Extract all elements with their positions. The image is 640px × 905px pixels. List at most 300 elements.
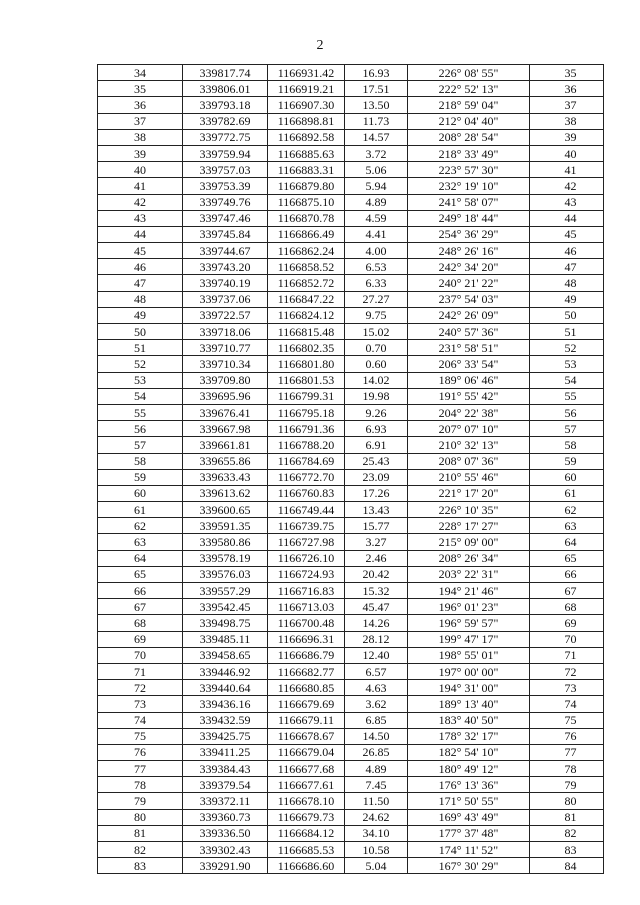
table-row bbox=[98, 421, 604, 437]
bearing-cell: 215° 09' 00" bbox=[408, 534, 530, 550]
y-coordinate-cell: 1166919.21 bbox=[268, 81, 345, 97]
bearing-cell: 226° 10' 35" bbox=[408, 502, 530, 518]
point-number-cell: 67 bbox=[98, 599, 183, 615]
next-point-cell: 78 bbox=[530, 761, 604, 777]
x-coordinate-cell: 339542.45 bbox=[183, 599, 268, 615]
bearing-cell: 208° 07' 36" bbox=[408, 453, 530, 469]
next-point-cell: 68 bbox=[530, 599, 604, 615]
x-coordinate-cell: 339440.64 bbox=[183, 680, 268, 696]
distance-cell: 12.40 bbox=[345, 647, 408, 663]
point-number-cell: 50 bbox=[98, 324, 183, 340]
distance-cell: 20.42 bbox=[345, 566, 408, 582]
bearing-cell: 240° 57' 36" bbox=[408, 324, 530, 340]
point-number-cell: 38 bbox=[98, 129, 183, 145]
x-coordinate-cell: 339661.81 bbox=[183, 437, 268, 453]
distance-cell: 15.32 bbox=[345, 583, 408, 599]
next-point-cell: 51 bbox=[530, 324, 604, 340]
point-number-cell: 65 bbox=[98, 566, 183, 582]
x-coordinate-cell: 339436.16 bbox=[183, 696, 268, 712]
point-number-cell: 66 bbox=[98, 583, 183, 599]
next-point-cell: 50 bbox=[530, 307, 604, 323]
bearing-cell: 199° 47' 17" bbox=[408, 631, 530, 647]
bearing-cell: 218° 33' 49" bbox=[408, 145, 530, 161]
x-coordinate-cell: 339372.11 bbox=[183, 793, 268, 809]
y-coordinate-cell: 1166696.31 bbox=[268, 631, 345, 647]
x-coordinate-cell: 339576.03 bbox=[183, 566, 268, 582]
distance-cell: 16.93 bbox=[345, 65, 408, 81]
point-number-cell: 69 bbox=[98, 631, 183, 647]
next-point-cell: 58 bbox=[530, 437, 604, 453]
x-coordinate-cell: 339591.35 bbox=[183, 518, 268, 534]
bearing-cell: 210° 55' 46" bbox=[408, 469, 530, 485]
y-coordinate-cell: 1166685.53 bbox=[268, 842, 345, 858]
y-coordinate-cell: 1166677.68 bbox=[268, 761, 345, 777]
table-row bbox=[98, 226, 604, 242]
table-row bbox=[98, 437, 604, 453]
point-number-cell: 56 bbox=[98, 421, 183, 437]
next-point-cell: 70 bbox=[530, 631, 604, 647]
y-coordinate-cell: 1166700.48 bbox=[268, 615, 345, 631]
table-row bbox=[98, 162, 604, 178]
distance-cell: 5.04 bbox=[345, 858, 408, 874]
y-coordinate-cell: 1166795.18 bbox=[268, 404, 345, 420]
x-coordinate-cell: 339782.69 bbox=[183, 113, 268, 129]
bearing-cell: 226° 08' 55" bbox=[408, 65, 530, 81]
bearing-cell: 194° 31' 00" bbox=[408, 680, 530, 696]
table-row bbox=[98, 744, 604, 760]
point-number-cell: 45 bbox=[98, 243, 183, 259]
next-point-cell: 60 bbox=[530, 469, 604, 485]
table-row bbox=[98, 81, 604, 97]
y-coordinate-cell: 1166866.49 bbox=[268, 226, 345, 242]
next-point-cell: 63 bbox=[530, 518, 604, 534]
next-point-cell: 39 bbox=[530, 129, 604, 145]
distance-cell: 9.75 bbox=[345, 307, 408, 323]
point-number-cell: 44 bbox=[98, 226, 183, 242]
table-row bbox=[98, 275, 604, 291]
bearing-cell: 212° 04' 40" bbox=[408, 113, 530, 129]
point-number-cell: 52 bbox=[98, 356, 183, 372]
point-number-cell: 53 bbox=[98, 372, 183, 388]
table-row bbox=[98, 825, 604, 841]
y-coordinate-cell: 1166791.36 bbox=[268, 421, 345, 437]
y-coordinate-cell: 1166772.70 bbox=[268, 469, 345, 485]
point-number-cell: 77 bbox=[98, 761, 183, 777]
y-coordinate-cell: 1166749.44 bbox=[268, 502, 345, 518]
table-row bbox=[98, 404, 604, 420]
bearing-cell: 207° 07' 10" bbox=[408, 421, 530, 437]
point-number-cell: 68 bbox=[98, 615, 183, 631]
distance-cell: 14.26 bbox=[345, 615, 408, 631]
point-number-cell: 60 bbox=[98, 485, 183, 501]
point-number-cell: 73 bbox=[98, 696, 183, 712]
y-coordinate-cell: 1166879.80 bbox=[268, 178, 345, 194]
point-number-cell: 54 bbox=[98, 388, 183, 404]
table-row bbox=[98, 728, 604, 744]
next-point-cell: 46 bbox=[530, 243, 604, 259]
bearing-cell: 183° 40' 50" bbox=[408, 712, 530, 728]
y-coordinate-cell: 1166784.69 bbox=[268, 453, 345, 469]
x-coordinate-cell: 339709.80 bbox=[183, 372, 268, 388]
point-number-cell: 58 bbox=[98, 453, 183, 469]
point-number-cell: 51 bbox=[98, 340, 183, 356]
y-coordinate-cell: 1166679.11 bbox=[268, 712, 345, 728]
table-row bbox=[98, 65, 604, 81]
distance-cell: 13.50 bbox=[345, 97, 408, 113]
bearing-cell: 196° 01' 23" bbox=[408, 599, 530, 615]
coordinates-table-body bbox=[98, 65, 604, 874]
bearing-cell: 210° 32' 13" bbox=[408, 437, 530, 453]
bearing-cell: 228° 17' 27" bbox=[408, 518, 530, 534]
distance-cell: 19.98 bbox=[345, 388, 408, 404]
coordinates-table bbox=[97, 64, 604, 874]
distance-cell: 26.85 bbox=[345, 744, 408, 760]
distance-cell: 17.26 bbox=[345, 485, 408, 501]
point-number-cell: 71 bbox=[98, 663, 183, 679]
distance-cell: 23.09 bbox=[345, 469, 408, 485]
next-point-cell: 67 bbox=[530, 583, 604, 599]
distance-cell: 10.58 bbox=[345, 842, 408, 858]
table-row bbox=[98, 777, 604, 793]
next-point-cell: 64 bbox=[530, 534, 604, 550]
y-coordinate-cell: 1166727.98 bbox=[268, 534, 345, 550]
x-coordinate-cell: 339379.54 bbox=[183, 777, 268, 793]
table-row bbox=[98, 243, 604, 259]
x-coordinate-cell: 339578.19 bbox=[183, 550, 268, 566]
x-coordinate-cell: 339817.74 bbox=[183, 65, 268, 81]
x-coordinate-cell: 339740.19 bbox=[183, 275, 268, 291]
y-coordinate-cell: 1166885.63 bbox=[268, 145, 345, 161]
distance-cell: 4.00 bbox=[345, 243, 408, 259]
bearing-cell: 241° 58' 07" bbox=[408, 194, 530, 210]
next-point-cell: 44 bbox=[530, 210, 604, 226]
x-coordinate-cell: 339749.76 bbox=[183, 194, 268, 210]
next-point-cell: 42 bbox=[530, 178, 604, 194]
x-coordinate-cell: 339655.86 bbox=[183, 453, 268, 469]
table-row bbox=[98, 502, 604, 518]
table-row bbox=[98, 534, 604, 550]
distance-cell: 24.62 bbox=[345, 809, 408, 825]
table-row bbox=[98, 696, 604, 712]
bearing-cell: 240° 21' 22" bbox=[408, 275, 530, 291]
table-row bbox=[98, 469, 604, 485]
next-point-cell: 79 bbox=[530, 777, 604, 793]
point-number-cell: 36 bbox=[98, 97, 183, 113]
next-point-cell: 40 bbox=[530, 145, 604, 161]
distance-cell: 2.46 bbox=[345, 550, 408, 566]
distance-cell: 25.43 bbox=[345, 453, 408, 469]
bearing-cell: 204° 22' 38" bbox=[408, 404, 530, 420]
bearing-cell: 221° 17' 20" bbox=[408, 485, 530, 501]
distance-cell: 6.57 bbox=[345, 663, 408, 679]
x-coordinate-cell: 339743.20 bbox=[183, 259, 268, 275]
point-number-cell: 46 bbox=[98, 259, 183, 275]
next-point-cell: 82 bbox=[530, 825, 604, 841]
distance-cell: 13.43 bbox=[345, 502, 408, 518]
next-point-cell: 72 bbox=[530, 663, 604, 679]
x-coordinate-cell: 339432.59 bbox=[183, 712, 268, 728]
bearing-cell: 182° 54' 10" bbox=[408, 744, 530, 760]
next-point-cell: 41 bbox=[530, 162, 604, 178]
next-point-cell: 35 bbox=[530, 65, 604, 81]
x-coordinate-cell: 339485.11 bbox=[183, 631, 268, 647]
x-coordinate-cell: 339737.06 bbox=[183, 291, 268, 307]
table-row bbox=[98, 663, 604, 679]
x-coordinate-cell: 339446.92 bbox=[183, 663, 268, 679]
table-row bbox=[98, 372, 604, 388]
x-coordinate-cell: 339759.94 bbox=[183, 145, 268, 161]
y-coordinate-cell: 1166824.12 bbox=[268, 307, 345, 323]
y-coordinate-cell: 1166788.20 bbox=[268, 437, 345, 453]
table-row bbox=[98, 113, 604, 129]
y-coordinate-cell: 1166852.72 bbox=[268, 275, 345, 291]
point-number-cell: 43 bbox=[98, 210, 183, 226]
x-coordinate-cell: 339498.75 bbox=[183, 615, 268, 631]
next-point-cell: 65 bbox=[530, 550, 604, 566]
y-coordinate-cell: 1166739.75 bbox=[268, 518, 345, 534]
next-point-cell: 49 bbox=[530, 291, 604, 307]
bearing-cell: 169° 43' 49" bbox=[408, 809, 530, 825]
distance-cell: 14.02 bbox=[345, 372, 408, 388]
distance-cell: 11.50 bbox=[345, 793, 408, 809]
point-number-cell: 79 bbox=[98, 793, 183, 809]
bearing-cell: 189° 13' 40" bbox=[408, 696, 530, 712]
distance-cell: 6.93 bbox=[345, 421, 408, 437]
next-point-cell: 48 bbox=[530, 275, 604, 291]
table-row bbox=[98, 550, 604, 566]
next-point-cell: 54 bbox=[530, 372, 604, 388]
next-point-cell: 61 bbox=[530, 485, 604, 501]
y-coordinate-cell: 1166862.24 bbox=[268, 243, 345, 259]
next-point-cell: 45 bbox=[530, 226, 604, 242]
x-coordinate-cell: 339676.41 bbox=[183, 404, 268, 420]
distance-cell: 11.73 bbox=[345, 113, 408, 129]
y-coordinate-cell: 1166931.42 bbox=[268, 65, 345, 81]
point-number-cell: 72 bbox=[98, 680, 183, 696]
bearing-cell: 237° 54' 03" bbox=[408, 291, 530, 307]
point-number-cell: 39 bbox=[98, 145, 183, 161]
x-coordinate-cell: 339745.84 bbox=[183, 226, 268, 242]
x-coordinate-cell: 339384.43 bbox=[183, 761, 268, 777]
table-row bbox=[98, 518, 604, 534]
x-coordinate-cell: 339600.65 bbox=[183, 502, 268, 518]
distance-cell: 3.62 bbox=[345, 696, 408, 712]
table-row bbox=[98, 324, 604, 340]
next-point-cell: 69 bbox=[530, 615, 604, 631]
bearing-cell: 178° 32' 17" bbox=[408, 728, 530, 744]
table-row bbox=[98, 356, 604, 372]
distance-cell: 4.63 bbox=[345, 680, 408, 696]
table-row bbox=[98, 340, 604, 356]
distance-cell: 4.89 bbox=[345, 761, 408, 777]
point-number-cell: 40 bbox=[98, 162, 183, 178]
point-number-cell: 76 bbox=[98, 744, 183, 760]
distance-cell: 15.77 bbox=[345, 518, 408, 534]
y-coordinate-cell: 1166907.30 bbox=[268, 97, 345, 113]
table-row bbox=[98, 566, 604, 582]
next-point-cell: 73 bbox=[530, 680, 604, 696]
bearing-cell: 189° 06' 46" bbox=[408, 372, 530, 388]
table-row bbox=[98, 97, 604, 113]
y-coordinate-cell: 1166799.31 bbox=[268, 388, 345, 404]
next-point-cell: 53 bbox=[530, 356, 604, 372]
bearing-cell: 232° 19' 10" bbox=[408, 178, 530, 194]
y-coordinate-cell: 1166892.58 bbox=[268, 129, 345, 145]
distance-cell: 4.41 bbox=[345, 226, 408, 242]
y-coordinate-cell: 1166678.67 bbox=[268, 728, 345, 744]
point-number-cell: 64 bbox=[98, 550, 183, 566]
y-coordinate-cell: 1166801.53 bbox=[268, 372, 345, 388]
table-row bbox=[98, 145, 604, 161]
table-row bbox=[98, 615, 604, 631]
table-row bbox=[98, 599, 604, 615]
next-point-cell: 59 bbox=[530, 453, 604, 469]
x-coordinate-cell: 339718.06 bbox=[183, 324, 268, 340]
bearing-cell: 203° 22' 31" bbox=[408, 566, 530, 582]
point-number-cell: 55 bbox=[98, 404, 183, 420]
point-number-cell: 35 bbox=[98, 81, 183, 97]
table-row bbox=[98, 194, 604, 210]
bearing-cell: 196° 59' 57" bbox=[408, 615, 530, 631]
point-number-cell: 80 bbox=[98, 809, 183, 825]
y-coordinate-cell: 1166684.12 bbox=[268, 825, 345, 841]
y-coordinate-cell: 1166726.10 bbox=[268, 550, 345, 566]
y-coordinate-cell: 1166802.35 bbox=[268, 340, 345, 356]
table-row bbox=[98, 809, 604, 825]
distance-cell: 5.06 bbox=[345, 162, 408, 178]
y-coordinate-cell: 1166682.77 bbox=[268, 663, 345, 679]
distance-cell: 5.94 bbox=[345, 178, 408, 194]
next-point-cell: 62 bbox=[530, 502, 604, 518]
x-coordinate-cell: 339772.75 bbox=[183, 129, 268, 145]
x-coordinate-cell: 339667.98 bbox=[183, 421, 268, 437]
distance-cell: 6.91 bbox=[345, 437, 408, 453]
table-row bbox=[98, 259, 604, 275]
next-point-cell: 77 bbox=[530, 744, 604, 760]
y-coordinate-cell: 1166870.78 bbox=[268, 210, 345, 226]
next-point-cell: 75 bbox=[530, 712, 604, 728]
bearing-cell: 177° 37' 48" bbox=[408, 825, 530, 841]
next-point-cell: 52 bbox=[530, 340, 604, 356]
x-coordinate-cell: 339291.90 bbox=[183, 858, 268, 874]
point-number-cell: 61 bbox=[98, 502, 183, 518]
y-coordinate-cell: 1166724.93 bbox=[268, 566, 345, 582]
point-number-cell: 82 bbox=[98, 842, 183, 858]
bearing-cell: 242° 34' 20" bbox=[408, 259, 530, 275]
point-number-cell: 57 bbox=[98, 437, 183, 453]
table-row bbox=[98, 793, 604, 809]
point-number-cell: 49 bbox=[98, 307, 183, 323]
x-coordinate-cell: 339411.25 bbox=[183, 744, 268, 760]
next-point-cell: 57 bbox=[530, 421, 604, 437]
distance-cell: 4.89 bbox=[345, 194, 408, 210]
point-number-cell: 59 bbox=[98, 469, 183, 485]
bearing-cell: 208° 28' 54" bbox=[408, 129, 530, 145]
distance-cell: 4.59 bbox=[345, 210, 408, 226]
y-coordinate-cell: 1166677.61 bbox=[268, 777, 345, 793]
x-coordinate-cell: 339710.34 bbox=[183, 356, 268, 372]
distance-cell: 7.45 bbox=[345, 777, 408, 793]
table-row bbox=[98, 712, 604, 728]
next-point-cell: 76 bbox=[530, 728, 604, 744]
distance-cell: 3.72 bbox=[345, 145, 408, 161]
y-coordinate-cell: 1166716.83 bbox=[268, 583, 345, 599]
distance-cell: 45.47 bbox=[345, 599, 408, 615]
table-row bbox=[98, 842, 604, 858]
bearing-cell: 174° 11' 52" bbox=[408, 842, 530, 858]
x-coordinate-cell: 339302.43 bbox=[183, 842, 268, 858]
x-coordinate-cell: 339757.03 bbox=[183, 162, 268, 178]
bearing-cell: 248° 26' 16" bbox=[408, 243, 530, 259]
bearing-cell: 254° 36' 29" bbox=[408, 226, 530, 242]
point-number-cell: 34 bbox=[98, 65, 183, 81]
next-point-cell: 38 bbox=[530, 113, 604, 129]
distance-cell: 14.50 bbox=[345, 728, 408, 744]
bearing-cell: 218° 59' 04" bbox=[408, 97, 530, 113]
distance-cell: 3.27 bbox=[345, 534, 408, 550]
next-point-cell: 84 bbox=[530, 858, 604, 874]
point-number-cell: 62 bbox=[98, 518, 183, 534]
y-coordinate-cell: 1166680.85 bbox=[268, 680, 345, 696]
bearing-cell: 208° 26' 34" bbox=[408, 550, 530, 566]
next-point-cell: 55 bbox=[530, 388, 604, 404]
point-number-cell: 41 bbox=[98, 178, 183, 194]
x-coordinate-cell: 339710.77 bbox=[183, 340, 268, 356]
point-number-cell: 75 bbox=[98, 728, 183, 744]
table-row bbox=[98, 858, 604, 874]
bearing-cell: 231° 58' 51" bbox=[408, 340, 530, 356]
y-coordinate-cell: 1166713.03 bbox=[268, 599, 345, 615]
distance-cell: 17.51 bbox=[345, 81, 408, 97]
table-row bbox=[98, 761, 604, 777]
point-number-cell: 47 bbox=[98, 275, 183, 291]
distance-cell: 0.60 bbox=[345, 356, 408, 372]
y-coordinate-cell: 1166801.80 bbox=[268, 356, 345, 372]
x-coordinate-cell: 339722.57 bbox=[183, 307, 268, 323]
x-coordinate-cell: 339744.67 bbox=[183, 243, 268, 259]
x-coordinate-cell: 339806.01 bbox=[183, 81, 268, 97]
next-point-cell: 80 bbox=[530, 793, 604, 809]
bearing-cell: 198° 55' 01" bbox=[408, 647, 530, 663]
next-point-cell: 47 bbox=[530, 259, 604, 275]
table-row bbox=[98, 388, 604, 404]
next-point-cell: 74 bbox=[530, 696, 604, 712]
bearing-cell: 206° 33' 54" bbox=[408, 356, 530, 372]
x-coordinate-cell: 339633.43 bbox=[183, 469, 268, 485]
y-coordinate-cell: 1166898.81 bbox=[268, 113, 345, 129]
y-coordinate-cell: 1166815.48 bbox=[268, 324, 345, 340]
x-coordinate-cell: 339425.75 bbox=[183, 728, 268, 744]
bearing-cell: 249° 18' 44" bbox=[408, 210, 530, 226]
point-number-cell: 74 bbox=[98, 712, 183, 728]
point-number-cell: 48 bbox=[98, 291, 183, 307]
y-coordinate-cell: 1166858.52 bbox=[268, 259, 345, 275]
next-point-cell: 83 bbox=[530, 842, 604, 858]
distance-cell: 6.53 bbox=[345, 259, 408, 275]
bearing-cell: 222° 52' 13" bbox=[408, 81, 530, 97]
next-point-cell: 43 bbox=[530, 194, 604, 210]
distance-cell: 6.85 bbox=[345, 712, 408, 728]
point-number-cell: 78 bbox=[98, 777, 183, 793]
x-coordinate-cell: 339695.96 bbox=[183, 388, 268, 404]
y-coordinate-cell: 1166679.73 bbox=[268, 809, 345, 825]
y-coordinate-cell: 1166875.10 bbox=[268, 194, 345, 210]
y-coordinate-cell: 1166686.60 bbox=[268, 858, 345, 874]
x-coordinate-cell: 339336.50 bbox=[183, 825, 268, 841]
y-coordinate-cell: 1166678.10 bbox=[268, 793, 345, 809]
next-point-cell: 81 bbox=[530, 809, 604, 825]
x-coordinate-cell: 339360.73 bbox=[183, 809, 268, 825]
